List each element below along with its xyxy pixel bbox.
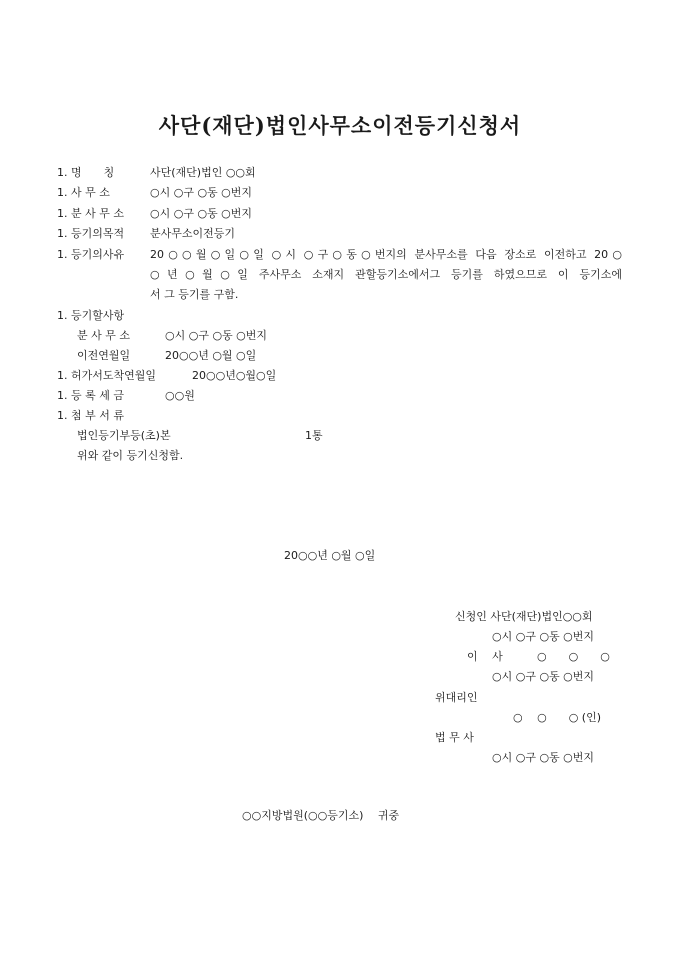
director-label: 이 사 — [467, 650, 503, 663]
matters-branch-label: 분 사 무 소 — [77, 329, 130, 342]
name-label: 1. 명 칭 — [57, 166, 115, 179]
agent-name-seal: ○ ○ ○ (인) — [513, 711, 601, 724]
addressee: ○○지방법원(○○등기소) 귀중 — [242, 809, 400, 822]
office-value: ○시 ○구 ○동 ○번지 — [150, 186, 253, 199]
matters-label: 1. 등기할사항 — [57, 309, 125, 322]
reason-line-2: ○년○월○일 주사무소 소재지 관할등기소에서그 등기를 하였으므로 이 등기소에 — [150, 268, 622, 281]
attachments-label: 1. 첨 부 서 류 — [57, 409, 124, 422]
director-name: ○ ○ ○ — [537, 650, 610, 663]
agent-label: 위대리인 — [435, 691, 478, 704]
document-title: 사단(재단)법인사무소이전등기신청서 — [158, 113, 522, 138]
branch-value: ○시 ○구 ○동 ○번지 — [150, 207, 253, 220]
purpose-value: 분사무소이전등기 — [150, 227, 236, 240]
branch-label: 1. 분 사 무 소 — [57, 207, 124, 220]
tax-label: 1. 등 록 세 금 — [57, 389, 124, 402]
director-address: ○시 ○구 ○동 ○번지 — [492, 670, 595, 683]
filing-date: 20○○년 ○월 ○일 — [284, 549, 376, 562]
office-label: 1. 사 무 소 — [57, 186, 110, 199]
closing-statement: 위와 같이 등기신청함. — [77, 449, 184, 462]
attachment-item: 법인등기부등(초)본 — [77, 429, 171, 442]
attachment-count: 1통 — [305, 429, 323, 442]
matters-date-value: 20○○년 ○월 ○일 — [165, 349, 257, 362]
matters-branch-value: ○시 ○구 ○동 ○번지 — [165, 329, 268, 342]
reason-label: 1. 등기의사유 — [57, 248, 125, 261]
scrivener-address: ○시 ○구 ○동 ○번지 — [492, 751, 595, 764]
reason-line-1: 20○○월○일○일 ○시 ○구○동○번지의 분사무소를 다음 장소로 이전하고 20○ — [150, 248, 622, 261]
tax-value: ○○원 — [165, 389, 195, 402]
matters-date-label: 이전연월일 — [77, 349, 131, 362]
applicant-line: 신청인 사단(재단)법인○○회 — [455, 610, 593, 623]
name-value: 사단(재단)법인 ○○회 — [150, 166, 256, 179]
permit-value: 20○○년○월○일 — [192, 369, 277, 382]
permit-label: 1. 허가서도착연월일 — [57, 369, 156, 382]
purpose-label: 1. 등기의목적 — [57, 227, 125, 240]
scrivener-label: 법 무 사 — [435, 731, 474, 744]
applicant-address: ○시 ○구 ○동 ○번지 — [492, 630, 595, 643]
reason-line-3: 서 그 등기를 구함. — [150, 288, 239, 301]
